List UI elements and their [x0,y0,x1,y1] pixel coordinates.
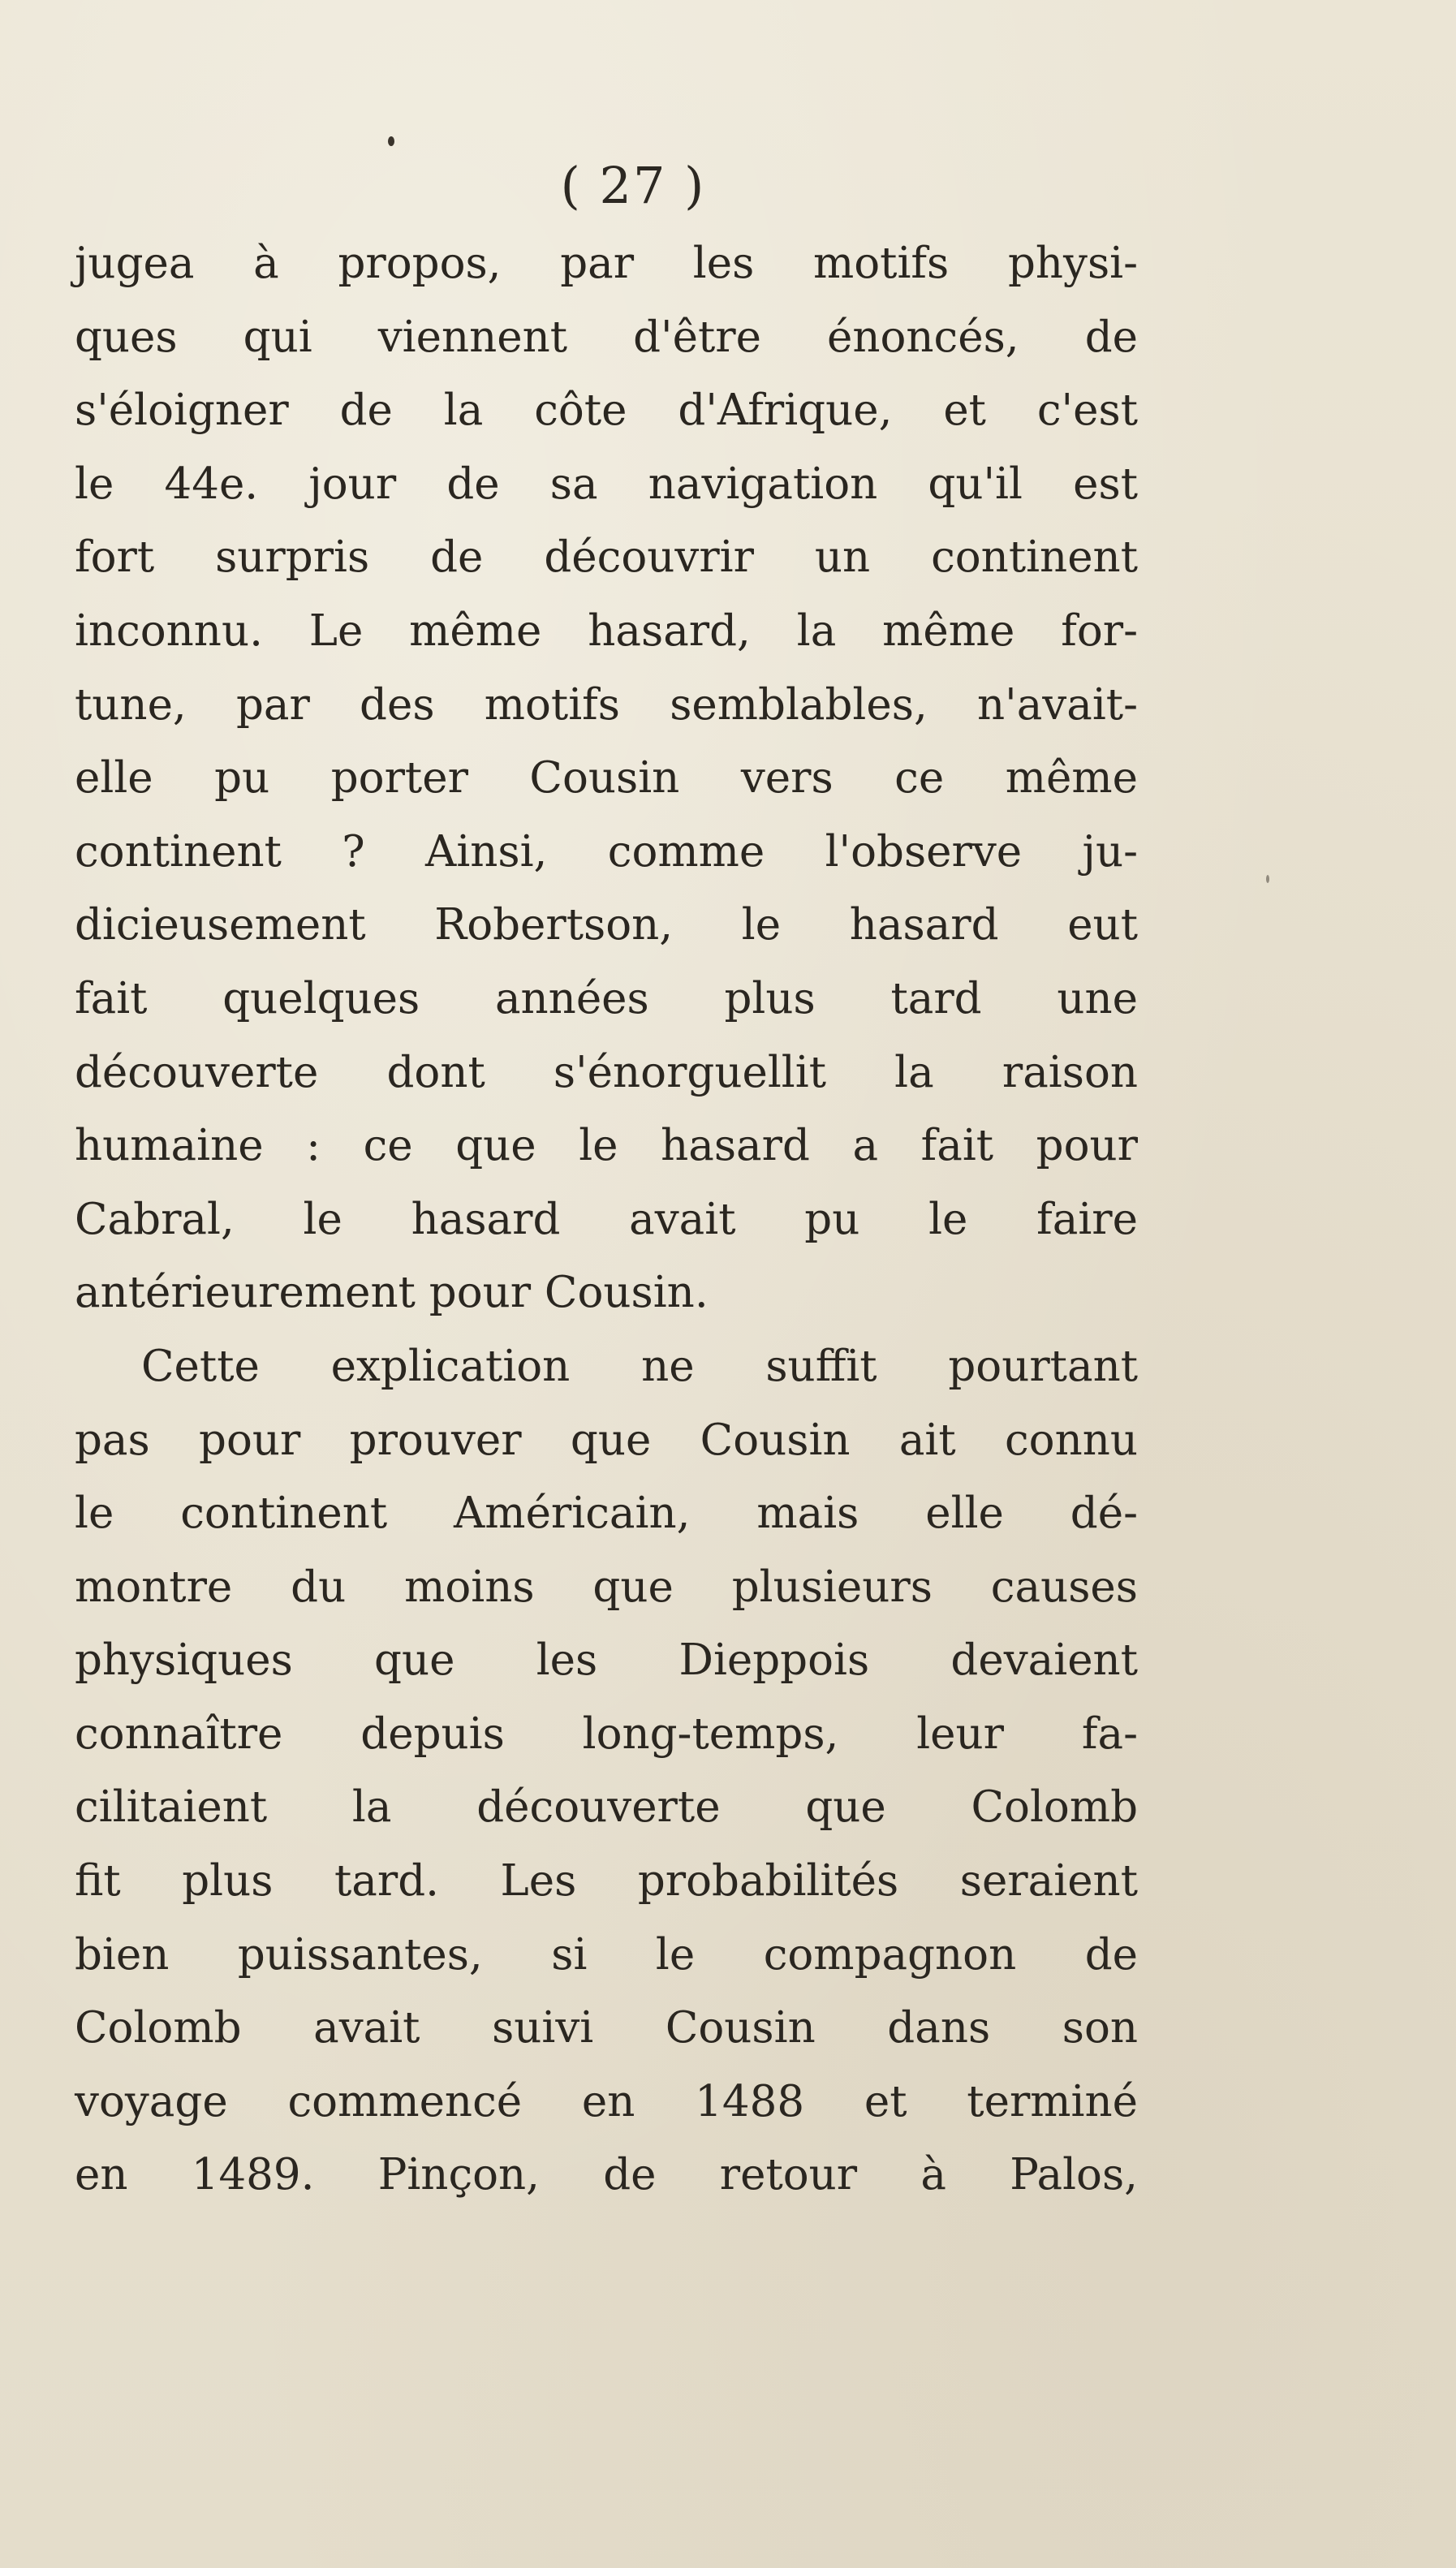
ink-speck [1266,875,1269,883]
text-line: jugea à propos, par les motifs physi- [75,239,1138,288]
paragraph-end-line: antérieurement pour Cousin. [75,1268,709,1318]
body-text [75,227,1138,2213]
text-line: fait quelques années plus tard une [75,973,1138,1023]
text-line: physiques que les Dieppois devaient [75,1635,1138,1686]
text-line: fort surpris de découvrir un continent [75,532,1138,583]
text-line: bien puissantes, si le compagnon de [75,1929,1138,1980]
page-number: ( 27 ) [560,156,706,215]
paragraph-start-line: Cette explication ne suffit pourtant [141,1341,1138,1391]
text-line: ques qui viennent d'être énoncés, de [75,312,1138,362]
text-line: inconnu. Le même hasard, la même for- [75,605,1138,656]
ink-speck [388,136,394,146]
text-line: connaître depuis long-temps, leur fa- [75,1708,1138,1759]
text-line: pas pour prouver que Cousin ait connu [75,1415,1138,1465]
text-line: découverte dont s'énorguellit la raison [75,1047,1138,1097]
text-line: cilitaient la découverte que Colomb [75,1782,1138,1833]
text-line: montre du moins que plusieurs causes [75,1562,1138,1612]
text-line: le continent Américain, mais elle dé- [75,1489,1138,1539]
text-line: voyage commencé en 1488 et terminé [75,2076,1138,2126]
text-line: en 1489. Pinçon, de retour à Palos, [75,2150,1138,2200]
text-line: elle pu porter Cousin vers ce même [75,753,1138,804]
text-line: tune, par des motifs semblables, n'avait- [75,679,1138,730]
text-line: fit plus tard. Les probabilités seraient [75,1856,1138,1907]
text-line: le 44e. jour de sa navigation qu'il est [75,459,1138,509]
text-line: Colomb avait suivi Cousin dans son [75,2003,1138,2053]
text-line: Cabral, le hasard avait pu le faire [75,1194,1138,1244]
text-line: dicieusement Robertson, le hasard eut [75,900,1138,950]
text-line: s'éloigner de la côte d'Afrique, et c'est [75,386,1138,436]
text-line: humaine : ce que le hasard a fait pour [75,1121,1138,1171]
text-line: continent ? Ainsi, comme l'observe ju- [75,826,1138,877]
